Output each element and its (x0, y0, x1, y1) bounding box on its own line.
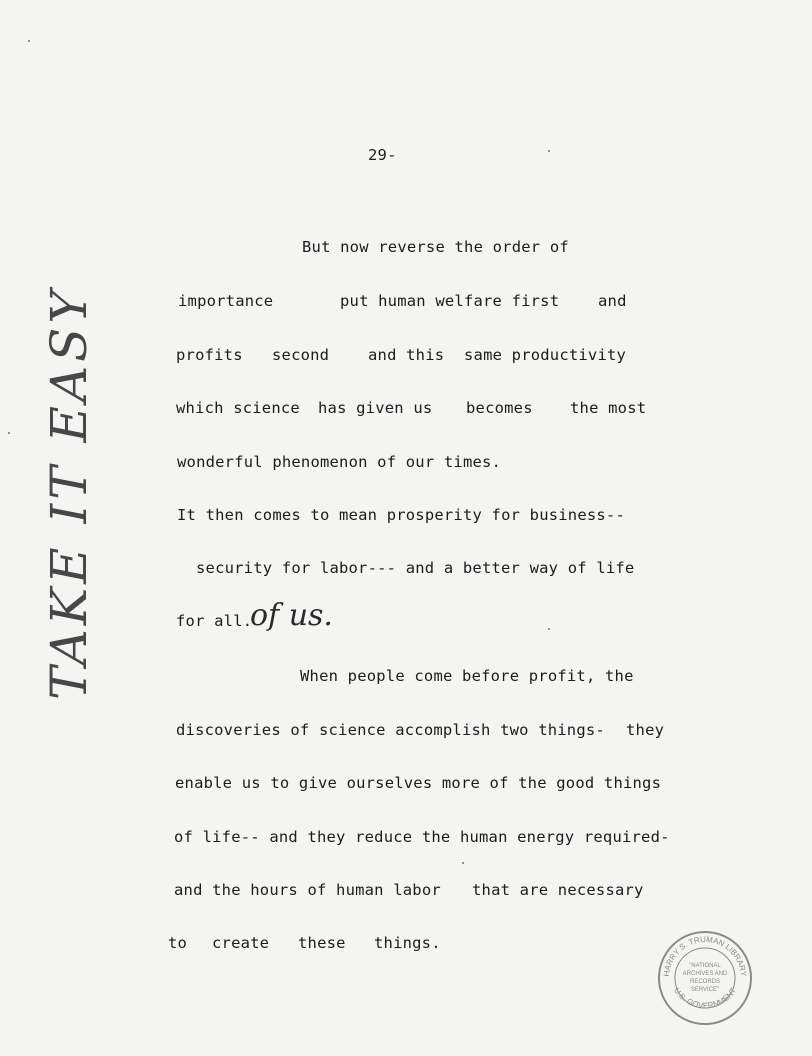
text-line: When people come before profit, the (300, 667, 634, 685)
page-number: 29- (368, 146, 397, 164)
text-line: and (598, 292, 627, 310)
stamp-outer-ring (659, 932, 751, 1024)
text-line: same productivity (464, 346, 627, 364)
text-line: that are necessary (472, 881, 644, 899)
text-line: create (212, 934, 270, 952)
handwritten-margin-note: TAKE IT EASY (40, 286, 98, 700)
text-line: the most (570, 399, 647, 417)
paper-speck (462, 862, 464, 864)
text-line: things. (374, 934, 441, 952)
stamp-bottom-text: U.S. GOVERNMENT (672, 986, 738, 1011)
paper-speck (28, 40, 30, 42)
stamp-center-line: RECORDS (689, 979, 721, 985)
text-line: discoveries of science accomplish two things- (176, 721, 605, 739)
text-line: to (168, 934, 188, 952)
text-line: But now reverse the order of (302, 238, 569, 256)
handwritten-insert: of us. (250, 598, 333, 633)
archive-stamp (655, 928, 755, 1028)
stamp-top-text: HARRY S. TRUMAN LIBRARY (661, 934, 749, 977)
text-line: put human welfare first (340, 292, 560, 310)
text-line: enable us to give ourselves more of the good things (175, 774, 662, 792)
text-line: and this (368, 346, 445, 364)
text-line: profits (176, 346, 243, 364)
text-line: and the hours of human labor (174, 881, 441, 899)
paper-speck (548, 150, 550, 152)
stamp-center-line: "NATIONAL (689, 963, 721, 969)
text-line: second (272, 346, 330, 364)
text-line: of life-- and they reduce the human energy required- (174, 828, 670, 846)
text-line: security for labor--- and a better way of life (196, 559, 635, 577)
text-line: these (298, 934, 346, 952)
stamp-center-line: ARCHIVES AND (682, 971, 728, 977)
paper-speck (8, 432, 10, 434)
paper-speck (548, 628, 550, 630)
text-line: It then comes to mean prosperity for business-- (177, 506, 625, 524)
text-line: becomes (466, 399, 533, 417)
text-line: has given us (318, 399, 433, 417)
text-line: importance (178, 292, 274, 310)
text-line: wonderful phenomenon of our times. (177, 453, 502, 471)
text-line: they (626, 721, 665, 739)
stamp-center-line: SERVICE" (690, 987, 720, 993)
text-line: which science (176, 399, 300, 417)
text-line: for all. (176, 612, 253, 630)
